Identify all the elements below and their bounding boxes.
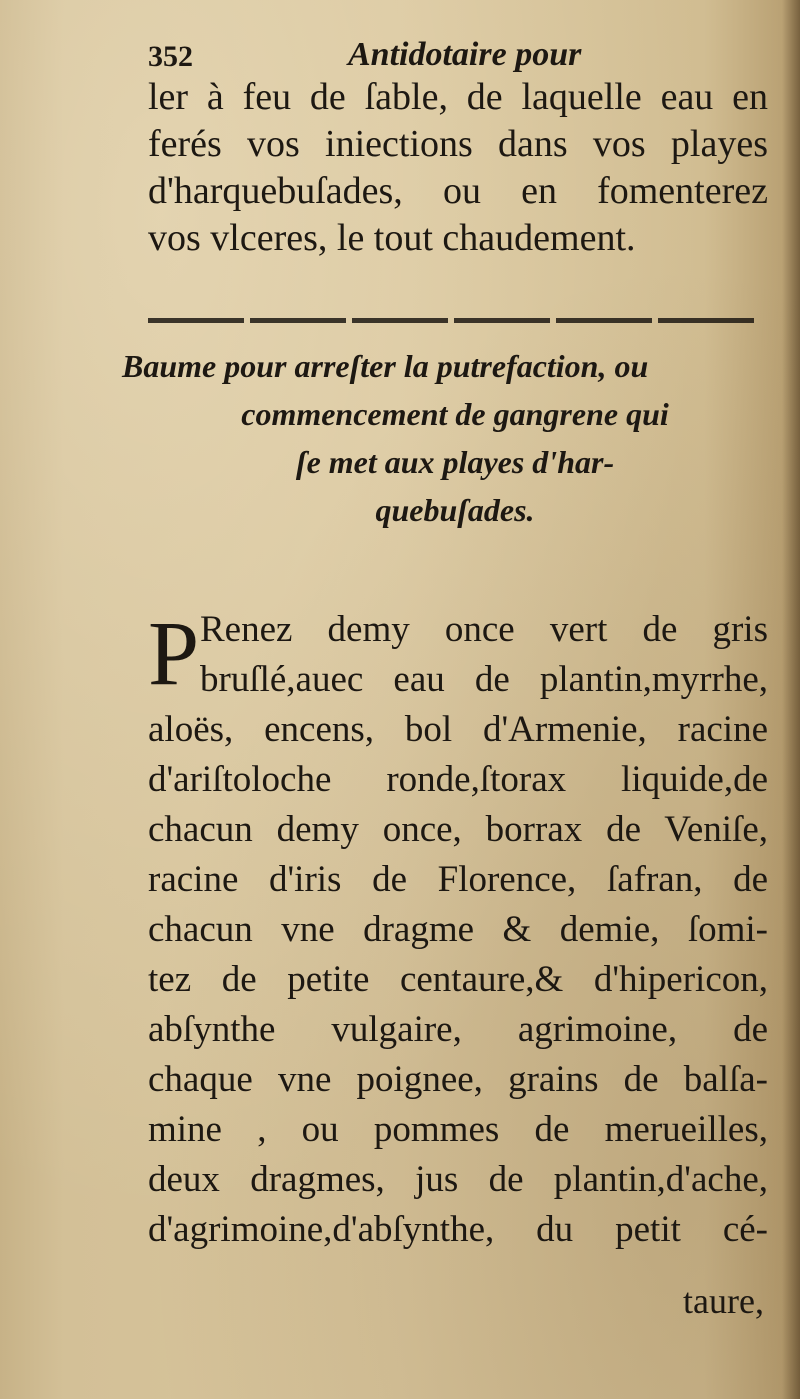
text-line: chaque vne poignee, grains de balſa- <box>148 1059 768 1100</box>
text-line: chacun demy once, borrax de Veniſe, <box>148 809 768 850</box>
text-line: aloës, encens, bol d'Armenie, racine <box>148 709 768 750</box>
title-line: Baume pour arreſter la putrefaction, ou <box>122 348 649 384</box>
title-line: ſe met aux playes d'har- <box>295 444 615 480</box>
section-divider-rule <box>148 318 758 323</box>
page-header <box>148 30 668 80</box>
text-line: vos vlceres, le tout chaudement. <box>148 217 636 259</box>
text-line: abſynthe vulgaire, agrimoine, de <box>148 1009 768 1050</box>
text-line: d'harquebuſades, ou en fomenterez <box>148 170 768 212</box>
text-line: d'ariſtoloche ronde,ſtorax liquide,de <box>148 759 768 800</box>
drop-cap: P <box>148 602 200 704</box>
text-line: d'agrimoine,d'abſynthe, du petit cé- <box>148 1209 768 1250</box>
text-line: mine , ou pommes de merueilles, <box>148 1109 768 1150</box>
text-line: bruſlé,auec eau de plantin,myrrhe, <box>200 659 768 700</box>
text-line: Renez demy once vert de gris <box>200 609 768 650</box>
text-line: ferés vos iniections dans vos playes <box>148 123 768 165</box>
text-line: racine d'iris de Florence, ſafran, de <box>148 859 768 900</box>
catchword: taure, <box>683 1281 764 1321</box>
title-line: commencement de gangrene qui <box>241 396 669 432</box>
title-line: quebuſades. <box>375 492 535 528</box>
paragraph-continuation <box>148 74 768 262</box>
running-head: Antidotaire pour <box>348 36 582 73</box>
text-line: deux dragmes, jus de plantin,d'ache, <box>148 1159 768 1200</box>
page-edge-shadow <box>782 0 800 1399</box>
text-line: tez de petite centaure,& d'hipericon, <box>148 959 768 1000</box>
text-line: ler à feu de ſable, de laquelle eau en <box>148 76 768 118</box>
page-number: 352 <box>148 40 193 73</box>
recipe-title <box>110 342 800 534</box>
recipe-paragraph <box>148 602 768 1255</box>
text-line: chacun vne dragme & demie, ſomi- <box>148 909 768 950</box>
